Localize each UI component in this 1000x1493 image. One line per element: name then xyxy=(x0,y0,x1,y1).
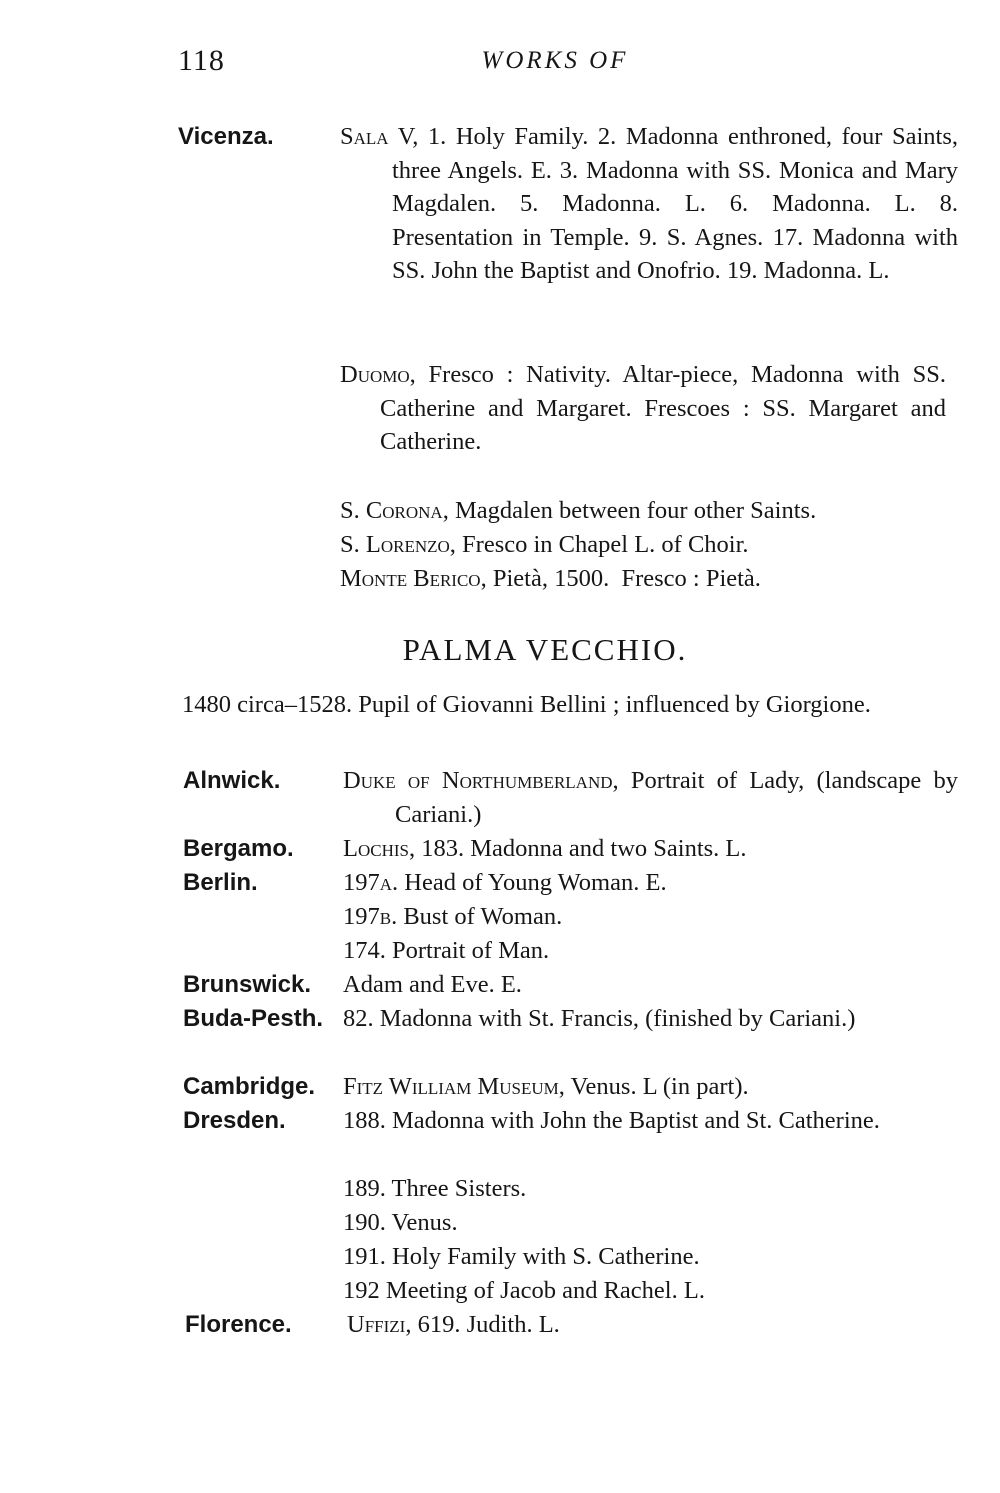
location-name: Fitz William Museum xyxy=(343,1073,559,1100)
place-buda-pesth: Buda-Pesth. xyxy=(183,1005,324,1032)
entry-berlin-1: 197a. Head of Young Woman. E. xyxy=(343,869,667,896)
entry-florence xyxy=(347,1308,927,1342)
place-alnwick: Alnwick. xyxy=(183,767,281,794)
location-name: Monte Berico xyxy=(340,565,481,592)
entry-dresden-1: 188. Madonna with John the Baptist and St. Catherine. xyxy=(343,1107,880,1134)
entry-vicenza-sala xyxy=(340,120,958,288)
entry-text: , Fresco in Chapel L. of Choir. xyxy=(449,531,749,558)
location-name: Duke of Northumberland xyxy=(343,767,613,794)
running-head: WORKS OF xyxy=(481,47,629,74)
place-brunswick: Brunswick. xyxy=(183,971,312,998)
entry-dresden-3: 190. Venus. xyxy=(343,1209,458,1236)
entry-bergamo xyxy=(343,832,923,866)
entry-buda-pesth: 82. Madonna with St. Francis, (finished by Cariani.) xyxy=(343,1005,856,1032)
entry-vicenza-corona: S. Corona, Magdalen between four other Saints. xyxy=(340,497,817,524)
entry-alnwick xyxy=(343,764,958,831)
entry-brunswick: Adam and Eve. E. xyxy=(343,971,522,998)
entry-text: , Venus. L (in part). xyxy=(558,1073,749,1100)
entry-text: V, 1. Holy Family. 2. Madonna enthroned, four Saints, three Angels. E. 3. Madonna with SS. Monica and Mary Magdalen. 5. Madonna. L. 6. Madonna. L. 8. Presentation in Temple. 9. S. Agnes. 17. Madonna with SS. John the Baptist and Onofrio. 19. Madonna. L. xyxy=(388,123,958,285)
page-number: 118 xyxy=(178,44,225,77)
entry-berlin-3: 174. Portrait of Man. xyxy=(343,937,550,964)
place-cambridge: Cambridge. xyxy=(183,1073,316,1100)
location-name: Sala xyxy=(340,123,389,150)
entry-berlin-2: 197b. Bust of Woman. xyxy=(343,903,563,930)
entry-text: , 619. Judith. L. xyxy=(405,1311,560,1338)
location-name: Duomo xyxy=(340,361,410,388)
location-name: Lorenzo xyxy=(365,531,450,558)
entry-vicenza-duomo xyxy=(340,358,946,459)
location-name: Corona xyxy=(365,497,443,524)
place-bergamo: Bergamo. xyxy=(183,835,294,862)
entry-vicenza-berico xyxy=(340,562,920,596)
place-dresden: Dresden. xyxy=(183,1107,286,1134)
entry-text: , Pietà, 1500. Fresco : Pietà. xyxy=(480,565,761,592)
entry-dresden-5: 192 Meeting of Jacob and Rachel. L. xyxy=(343,1277,705,1304)
entry-text: , Fresco : Nativity. Altar-piece, Madonna with SS. Catherine and Margaret. Frescoes : SS. Margaret and Catherine. xyxy=(380,361,946,456)
entry-text: , 183. Madonna and two Saints. L. xyxy=(408,835,747,862)
entry-dresden-2: 189. Three Sisters. xyxy=(343,1175,527,1202)
entry-text: , Portrait of Lady, (landscape by Cariani.) xyxy=(395,767,958,828)
artist-heading: PALMA VECCHIO. xyxy=(402,632,688,667)
artist-bio: 1480 circa–1528. Pupil of Giovanni Bellini ; influenced by Giorgione. xyxy=(182,691,871,718)
location-name: Uffizi xyxy=(347,1311,406,1338)
place-florence: Florence. xyxy=(185,1311,292,1338)
place-vicenza: Vicenza. xyxy=(178,123,274,150)
place-berlin: Berlin. xyxy=(183,869,258,896)
entry-text: , Magdalen between four other Saints. xyxy=(442,497,817,524)
entry-dresden-4: 191. Holy Family with S. Catherine. xyxy=(343,1243,700,1270)
entry-vicenza-lorenzo: S. Lorenzo, Fresco in Chapel L. of Choir. xyxy=(340,531,749,558)
entry-cambridge xyxy=(343,1070,923,1104)
location-name: Lochis xyxy=(343,835,409,862)
